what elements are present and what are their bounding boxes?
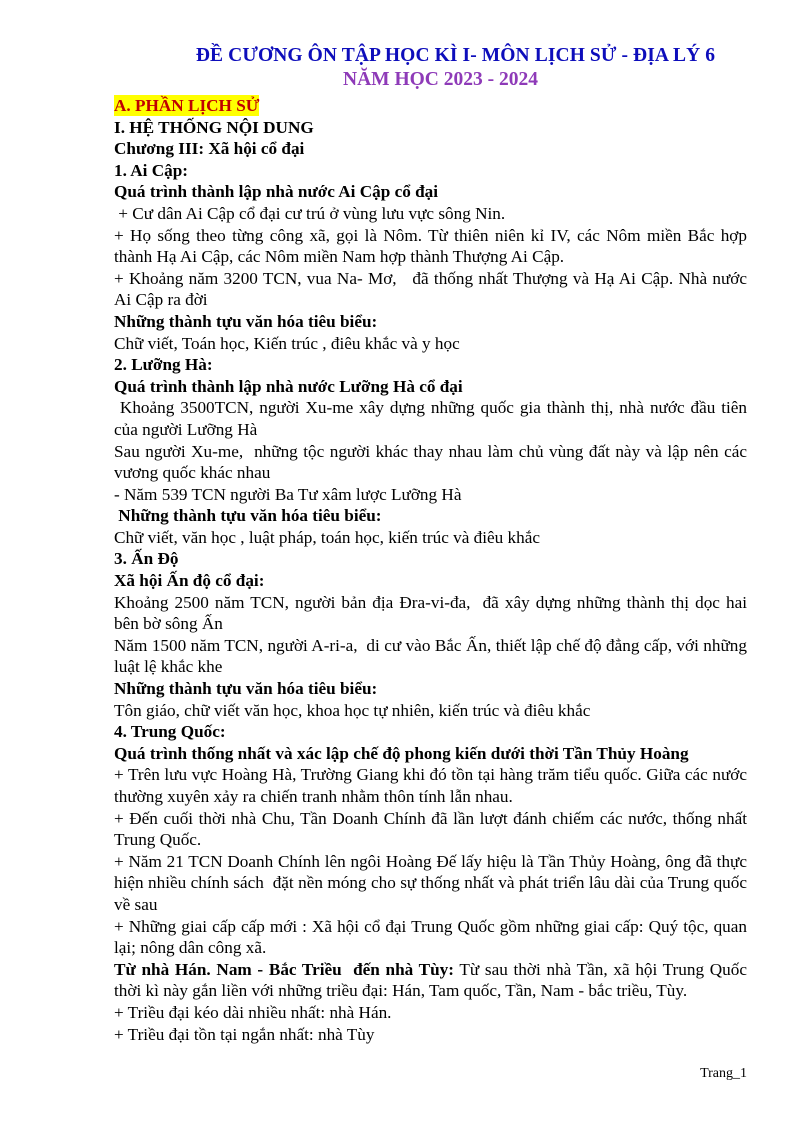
egypt-paragraph: + Họ sống theo từng công xã, gọi là Nôm. Từ thiên niên kỉ IV, các Nôm miền Bắc hợp thành Hạ Ai Cập, các Nôm miền Nam hợp thành Thượng Ai Cập. (114, 225, 747, 267)
mesopotamia-paragraph: - Năm 539 TCN người Ba Tư xâm lược Lưỡng Hà (114, 484, 462, 504)
mesopotamia-subheading-formation: Quá trình thành lập nhà nước Lưỡng Hà cổ đại (114, 376, 463, 396)
india-heading: 3. Ấn Độ (114, 549, 179, 569)
part-heading: I. HỆ THỐNG NỘI DUNG (114, 117, 314, 137)
india-paragraph: Khoảng 2500 năm TCN, người bản địa Đra-vi-đa, đã xây dựng những thành thị dọc hai bên bờ sông Ấn (114, 592, 752, 634)
section-a-heading: A. PHẦN LỊCH SỬ (114, 96, 260, 115)
china-paragraph (114, 959, 747, 1002)
egypt-paragraph: + Khoảng năm 3200 TCN, vua Na- Mơ, đã thống nhất Thượng và Hạ Ai Cập. Nhà nước Ai Cập ra đời (114, 268, 751, 310)
china-dynasties-heading: Từ nhà Hán. Nam - Bắc Triều đến nhà Tùy: (114, 959, 455, 979)
china-paragraph: + Đến cuối thời nhà Chu, Tần Doanh Chính đã lần lượt đánh chiếm các nước, thống nhất Trung Quốc. (114, 808, 747, 850)
document-title: ĐỀ CƯƠNG ÔN TẬP HỌC KÌ I- MÔN LỊCH SỬ - ĐỊA LÝ 6 (195, 45, 716, 66)
india-paragraph: Năm 1500 năm TCN, người A-ri-a, di cư vào Bắc Ấn, thiết lập chế độ đẳng cấp, với những luật lệ khắc khe (114, 635, 752, 677)
china-subheading-unification: Quá trình thống nhất và xác lập chế độ phong kiến dưới thời Tần Thủy Hoàng (114, 743, 689, 763)
china-dynasties-text: Từ sau thời nhà Tần, xã hội Trung Quốc thời kì này gắn liền với những triều đại: Hán, Tam quốc, Tần, Nam - bắc triều, Tùy. (114, 959, 747, 1001)
china-paragraph: + Năm 21 TCN Doanh Chính lên ngôi Hoàng Đế lấy hiệu là Tần Thủy Hoàng, ông đã thực hiện nhiều chính sách đặt nền móng cho sự thống nhất và phát triển lâu dài của Trung quốc về sau (114, 851, 752, 914)
china-paragraph: + Trên lưu vực Hoàng Hà, Trường Giang khi đó tồn tại hàng trăm tiểu quốc. Giữa các nước thường xuyên xảy ra chiến tranh nhằm thôn tính lẫn nhau. (114, 765, 747, 806)
china-paragraph: + Triều đại tồn tại ngắn nhất: nhà Tùy (114, 1024, 375, 1044)
egypt-paragraph: + Cư dân Ai Cập cổ đại cư trú ở vùng lưu vực sông Nin. (114, 203, 506, 223)
chapter-heading: Chương III: Xã hội cổ đại (114, 139, 305, 159)
china-heading: 4. Trung Quốc: (114, 722, 226, 742)
india-subheading-achievements: Những thành tựu văn hóa tiêu biểu: (114, 679, 378, 699)
school-year: NĂM HỌC 2023 - 2024 (343, 69, 538, 90)
india-subheading-society: Xã hội Ấn độ cổ đại: (114, 571, 265, 591)
mesopotamia-paragraph: Khoảng 3500TCN, người Xu-me xây dựng những quốc gia thành thị, nhà nước đầu tiên của người Lưỡng Hà (114, 398, 752, 439)
mesopotamia-paragraph: Sau người Xu-me, những tộc người khác thay nhau làm chủ vùng đất này và lập nên các vương quốc khác nhau (114, 441, 752, 483)
mesopotamia-paragraph: Chữ viết, văn học , luật pháp, toán học, kiến trúc và điêu khắc (114, 527, 540, 547)
mesopotamia-subheading-achievements: Những thành tựu văn hóa tiêu biểu: (114, 506, 382, 526)
china-paragraph: + Những giai cấp cấp mới : Xã hội cổ đại Trung Quốc gồm những giai cấp: Quý tộc, quan lại; nông dân công xã. (114, 916, 747, 958)
egypt-heading: 1. Ai Cập: (114, 160, 189, 180)
china-paragraph: + Triều đại kéo dài nhiều nhất: nhà Hán. (114, 1002, 392, 1022)
page-number: Trang_1 (700, 1066, 747, 1081)
egypt-subheading-formation: Quá trình thành lập nhà nước Ai Cập cổ đại (114, 182, 439, 202)
egypt-subheading-achievements: Những thành tựu văn hóa tiêu biểu: (114, 311, 378, 331)
egypt-paragraph: Chữ viết, Toán học, Kiến trúc , điêu khắc và y học (114, 333, 460, 353)
mesopotamia-heading: 2. Lưỡng Hà: (114, 355, 213, 375)
india-paragraph: Tôn giáo, chữ viết văn học, khoa học tự nhiên, kiến trúc và điêu khắc (114, 700, 591, 720)
